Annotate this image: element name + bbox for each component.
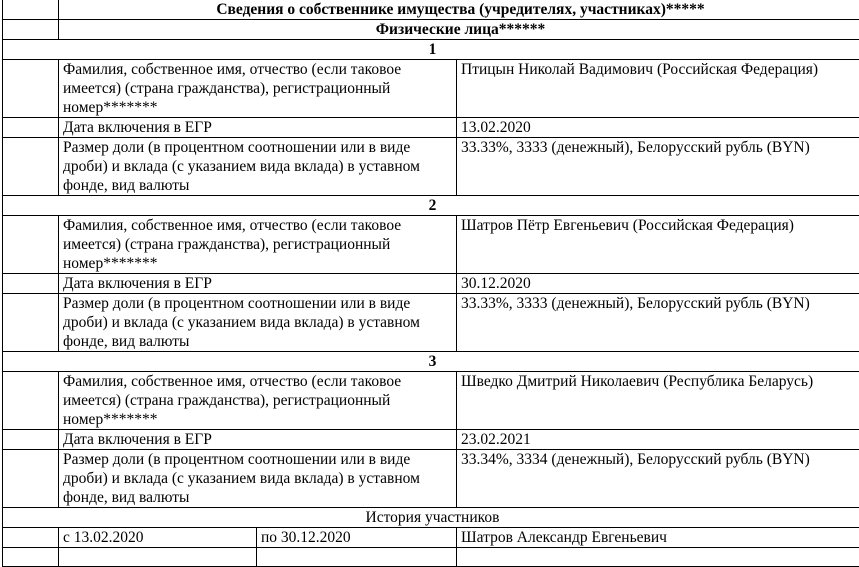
name-value: Птицын Николай Вадимович (Российская Федерация) (457, 60, 859, 118)
row-marker-cell (3, 430, 59, 450)
row-marker-cell (3, 450, 59, 508)
row-marker-cell (3, 548, 59, 567)
subsection-title: Физические лица****** (59, 20, 859, 40)
row-marker-cell (3, 294, 59, 352)
date-label: Дата включения в ЕГР (59, 118, 457, 138)
share-value: 33.34%, 3334 (денежный), Белорусский рубль (BYN) (457, 450, 859, 508)
share-value: 33.33%, 3333 (денежный), Белорусский рубль (BYN) (457, 138, 859, 196)
row-marker-cell (3, 20, 59, 40)
participant-share-row (3, 294, 859, 352)
participant-share-row (3, 138, 859, 196)
empty-cell (457, 548, 859, 567)
share-label: Размер доли (в процентном соотношении или в виде дроби) и вклада (с указанием вида вклада) в уставном фонде, вид валюты (59, 138, 457, 196)
date-value: 30.12.2020 (457, 274, 859, 294)
history-title: История участников (3, 508, 859, 528)
empty-cell (59, 548, 257, 567)
share-value: 33.33%, 3333 (денежный), Белорусский рубль (BYN) (457, 294, 859, 352)
date-value: 13.02.2020 (457, 118, 859, 138)
row-marker-cell (3, 0, 59, 20)
section-title-row (3, 0, 859, 20)
history-continuation-row (3, 548, 859, 567)
participant-date-row (3, 274, 859, 294)
participant-date-row (3, 430, 859, 450)
date-value: 23.02.2021 (457, 430, 859, 450)
subsection-title-row (3, 20, 859, 40)
history-row (3, 528, 859, 548)
participant-number-row (3, 40, 859, 60)
share-label: Размер доли (в процентном соотношении или в виде дроби) и вклада (с указанием вида вклада) в уставном фонде, вид валюты (59, 294, 457, 352)
name-value: Шведко Дмитрий Николаевич (Республика Беларусь) (457, 372, 859, 430)
history-from: с 13.02.2020 (59, 528, 257, 548)
history-title-row (3, 508, 859, 528)
empty-cell (257, 548, 457, 567)
participant-number: 1 (3, 40, 859, 60)
participant-number: 2 (3, 196, 859, 216)
history-name: Шатров Александр Евгеньевич (457, 528, 859, 548)
date-label: Дата включения в ЕГР (59, 274, 457, 294)
section-title: Сведения о собственнике имущества (учредителях, участниках)***** (59, 0, 859, 20)
participant-number-row (3, 352, 859, 372)
participant-name-row (3, 216, 859, 274)
row-marker-cell (3, 60, 59, 118)
participant-name-row (3, 372, 859, 430)
name-label: Фамилия, собственное имя, отчество (если таковое имеется) (страна гражданства), регистрационный номер******* (59, 60, 457, 118)
participant-number-row (3, 196, 859, 216)
share-label: Размер доли (в процентном соотношении или в виде дроби) и вклада (с указанием вида вклада) в уставном фонде, вид валюты (59, 450, 457, 508)
name-value: Шатров Пётр Евгеньевич (Российская Федерация) (457, 216, 859, 274)
name-label: Фамилия, собственное имя, отчество (если таковое имеется) (страна гражданства), регистрационный номер******* (59, 372, 457, 430)
participant-name-row (3, 60, 859, 118)
owners-table (2, 0, 859, 567)
participant-number: 3 (3, 352, 859, 372)
history-to: по 30.12.2020 (257, 528, 457, 548)
row-marker-cell (3, 372, 59, 430)
row-marker-cell (3, 118, 59, 138)
row-marker-cell (3, 216, 59, 274)
row-marker-cell (3, 528, 59, 548)
date-label: Дата включения в ЕГР (59, 430, 457, 450)
name-label: Фамилия, собственное имя, отчество (если таковое имеется) (страна гражданства), регистрационный номер******* (59, 216, 457, 274)
participant-share-row (3, 450, 859, 508)
participant-date-row (3, 118, 859, 138)
row-marker-cell (3, 274, 59, 294)
row-marker-cell (3, 138, 59, 196)
